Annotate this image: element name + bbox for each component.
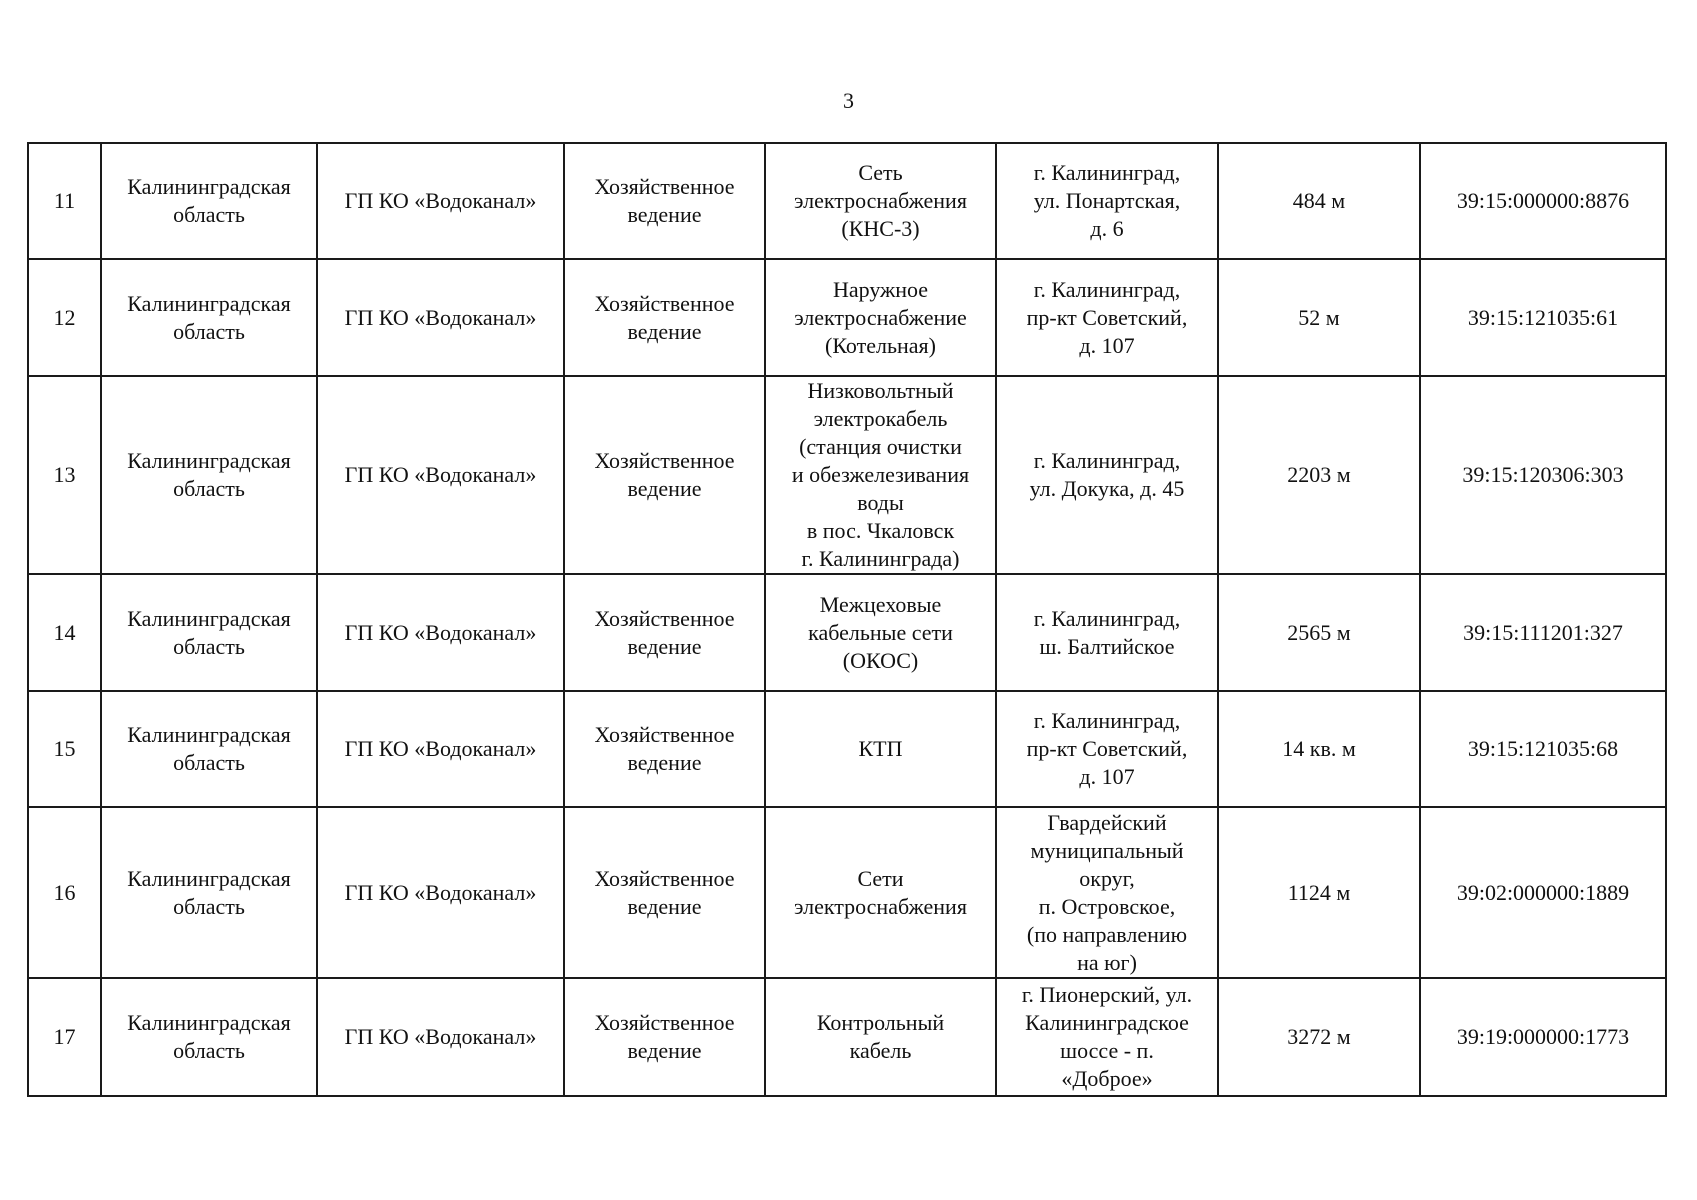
right-type-cell: Хозяйственное ведение: [564, 259, 765, 376]
holder-cell: ГП КО «Водоканал»: [317, 143, 564, 259]
row-number: 17: [28, 978, 101, 1096]
right-type-cell: Хозяйственное ведение: [564, 691, 765, 807]
right-type-cell: Хозяйственное ведение: [564, 807, 765, 978]
cadastral-number-cell: 39:19:000000:1773: [1420, 978, 1666, 1096]
object-name-cell: Межцеховые кабельные сети (ОКОС): [765, 574, 996, 691]
address-cell: г. Калининград, пр-кт Советский, д. 107: [996, 691, 1218, 807]
table-row: [28, 376, 1666, 574]
row-number: 13: [28, 376, 101, 574]
property-table: [27, 142, 1667, 1097]
cadastral-number-cell: 39:15:000000:8876: [1420, 143, 1666, 259]
size-cell: 1124 м: [1218, 807, 1420, 978]
region-cell: Калининградская область: [101, 691, 317, 807]
table-row: [28, 259, 1666, 376]
page-number: 3: [843, 88, 854, 113]
row-number: 14: [28, 574, 101, 691]
row-number: 16: [28, 807, 101, 978]
region-cell: Калининградская область: [101, 259, 317, 376]
right-type-cell: Хозяйственное ведение: [564, 978, 765, 1096]
row-number: 11: [28, 143, 101, 259]
region-cell: Калининградская область: [101, 143, 317, 259]
cadastral-number-cell: 39:15:120306:303: [1420, 376, 1666, 574]
address-cell: г. Пионерский, ул. Калининградское шоссе - п. «Доброе»: [996, 978, 1218, 1096]
cadastral-number-cell: 39:02:000000:1889: [1420, 807, 1666, 978]
size-cell: 2565 м: [1218, 574, 1420, 691]
object-name-cell: КТП: [765, 691, 996, 807]
table-row: [28, 574, 1666, 691]
address-cell: Гвардейский муниципальный округ, п. Островское, (по направлению на юг): [996, 807, 1218, 978]
table-row: [28, 978, 1666, 1096]
cadastral-number-cell: 39:15:111201:327: [1420, 574, 1666, 691]
object-name-cell: Низковольтный электрокабель (станция очистки и обезжелезивания воды в пос. Чкаловск г. Калининграда): [765, 376, 996, 574]
size-cell: 52 м: [1218, 259, 1420, 376]
region-cell: Калининградская область: [101, 574, 317, 691]
size-cell: 14 кв. м: [1218, 691, 1420, 807]
object-name-cell: Сети электроснабжения: [765, 807, 996, 978]
row-number: 12: [28, 259, 101, 376]
right-type-cell: Хозяйственное ведение: [564, 376, 765, 574]
size-cell: 2203 м: [1218, 376, 1420, 574]
holder-cell: ГП КО «Водоканал»: [317, 691, 564, 807]
holder-cell: ГП КО «Водоканал»: [317, 807, 564, 978]
table-row: [28, 691, 1666, 807]
right-type-cell: Хозяйственное ведение: [564, 143, 765, 259]
holder-cell: ГП КО «Водоканал»: [317, 978, 564, 1096]
address-cell: г. Калининград, ул. Понартская, д. 6: [996, 143, 1218, 259]
region-cell: Калининградская область: [101, 807, 317, 978]
holder-cell: ГП КО «Водоканал»: [317, 259, 564, 376]
size-cell: 484 м: [1218, 143, 1420, 259]
row-number: 15: [28, 691, 101, 807]
holder-cell: ГП КО «Водоканал»: [317, 376, 564, 574]
object-name-cell: Контрольный кабель: [765, 978, 996, 1096]
address-cell: г. Калининград, ул. Докука, д. 45: [996, 376, 1218, 574]
region-cell: Калининградская область: [101, 376, 317, 574]
cadastral-number-cell: 39:15:121035:61: [1420, 259, 1666, 376]
cadastral-number-cell: 39:15:121035:68: [1420, 691, 1666, 807]
region-cell: Калининградская область: [101, 978, 317, 1096]
address-cell: г. Калининград, ш. Балтийское: [996, 574, 1218, 691]
table-row: [28, 143, 1666, 259]
object-name-cell: Наружное электроснабжение (Котельная): [765, 259, 996, 376]
object-name-cell: Сеть электроснабжения (КНС-3): [765, 143, 996, 259]
table-row: [28, 807, 1666, 978]
holder-cell: ГП КО «Водоканал»: [317, 574, 564, 691]
size-cell: 3272 м: [1218, 978, 1420, 1096]
address-cell: г. Калининград, пр-кт Советский, д. 107: [996, 259, 1218, 376]
right-type-cell: Хозяйственное ведение: [564, 574, 765, 691]
